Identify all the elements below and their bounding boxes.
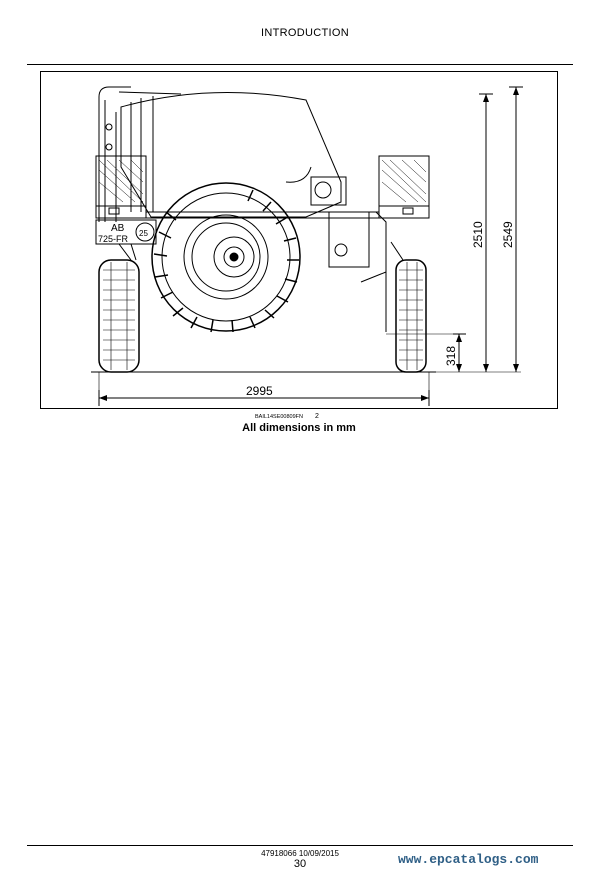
figure-number: 2 [315, 413, 319, 420]
left-frame [99, 87, 131, 222]
figure-caption: All dimensions in mm [242, 422, 356, 434]
figure-reference [255, 413, 319, 420]
right-tyre [396, 260, 426, 372]
width-dimension-value: 2995 [246, 384, 273, 398]
plate-badge-text: 25 [139, 229, 148, 238]
overall-height-dimension-value: 2549 [501, 221, 515, 248]
body-height-dimension-value: 2510 [471, 221, 485, 248]
plate-line2-text: 725-FR [98, 234, 129, 244]
header-divider [27, 64, 573, 65]
footer-doc-code: 47918066 10/09/2015 [261, 849, 339, 858]
machine-front-view-drawing [41, 72, 559, 410]
footer-page-number: 30 [293, 858, 307, 870]
center-wheel [152, 183, 300, 331]
watermark-link[interactable]: www.epcatalogs.com [398, 852, 539, 867]
figure-reference-code: BAIL14SE00809FN [255, 414, 304, 420]
left-tyre [99, 260, 139, 372]
machine-housing [121, 92, 341, 217]
plate-line1-text: AB [111, 223, 125, 234]
footer-divider [27, 845, 573, 846]
figure-frame [40, 71, 558, 409]
clearance-dimension-value: 318 [444, 345, 458, 366]
page-header-title: INTRODUCTION [261, 27, 349, 39]
